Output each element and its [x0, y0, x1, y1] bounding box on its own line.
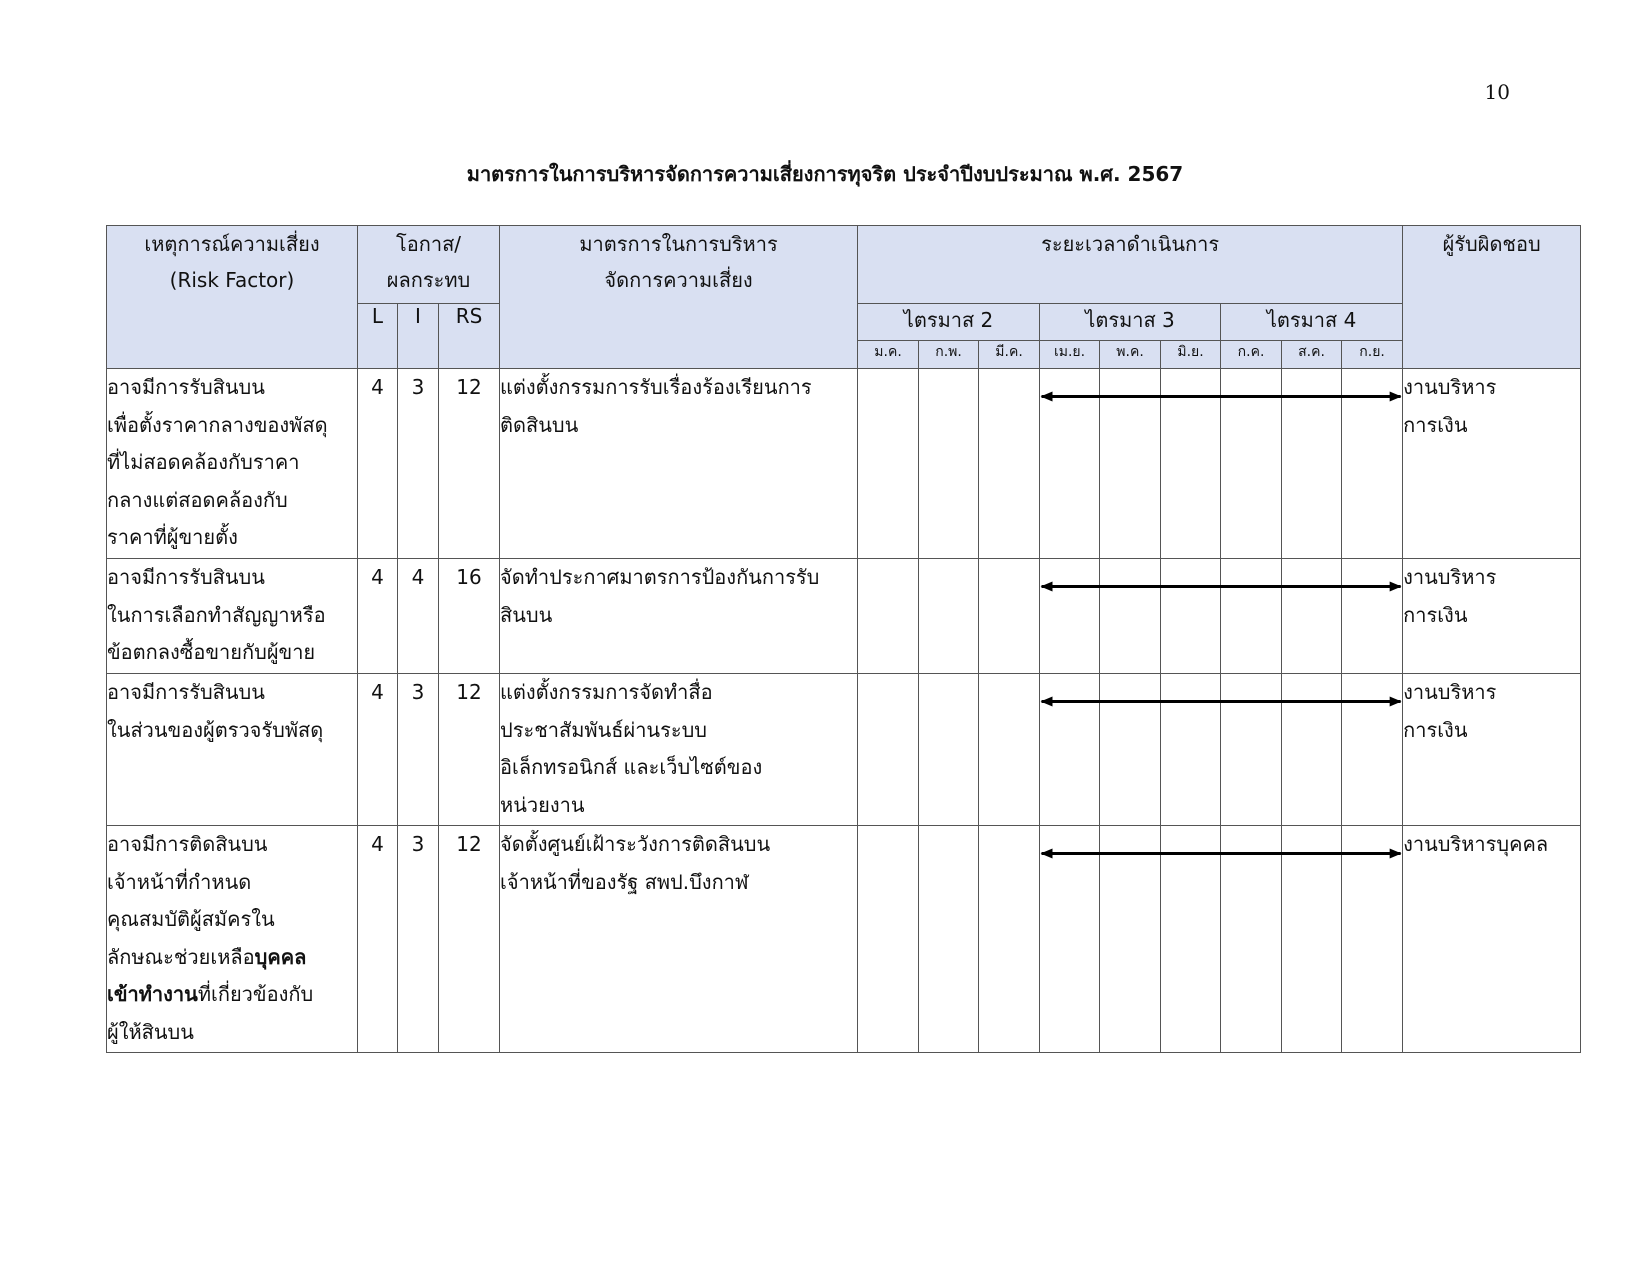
likelihood-cell: 4: [358, 559, 398, 674]
measure-line: อิเล็กทรอนิกส์ และเว็บไซต์ของ: [500, 755, 763, 779]
month-cell: [919, 369, 979, 559]
month-cell: [1282, 674, 1342, 826]
month-cell: [919, 826, 979, 1053]
header-month: ส.ค.: [1282, 341, 1342, 369]
month-cell: [858, 826, 919, 1053]
table-row: [107, 826, 1581, 1053]
measure-line: เจ้าหน้าที่ของรัฐ สพป.บึงกาฬ: [500, 869, 749, 894]
month-cell: [1161, 369, 1221, 559]
risk-line: ในการเลือกทำสัญญาหรือ: [107, 602, 326, 627]
measure-cell: [500, 826, 858, 1053]
month-cell: [1161, 559, 1221, 674]
month-cell: [979, 369, 1040, 559]
header-risk-event: [107, 226, 358, 369]
month-cell: [858, 559, 919, 674]
risk-event-cell: [107, 559, 358, 674]
responsible-line: งานบริหารบุคคล: [1403, 832, 1549, 856]
header-quarter-3: ไตรมาส 3: [1040, 304, 1221, 341]
risk-line: ข้อตกลงซื้อขายกับผู้ขาย: [107, 640, 316, 664]
header-measure-line1: มาตรการในการบริหาร: [579, 232, 778, 256]
measure-cell: [500, 674, 858, 826]
month-cell: [1221, 826, 1282, 1053]
month-cell: [1161, 826, 1221, 1053]
responsible-line: งานบริหาร: [1403, 375, 1497, 399]
month-cell: [1282, 369, 1342, 559]
month-cell: [1040, 826, 1100, 1053]
table-row: [107, 559, 1581, 674]
likelihood-cell: 4: [358, 369, 398, 559]
header-risk-event-line2: (Risk Factor): [169, 268, 295, 292]
header-month: มี.ค.: [979, 341, 1040, 369]
impact-cell: 3: [398, 674, 439, 826]
responsible-cell: [1403, 674, 1581, 826]
header-measure: [500, 226, 858, 369]
risk-line: อาจมีการรับสินบน: [107, 565, 265, 589]
header-month: มิ.ย.: [1161, 341, 1221, 369]
month-cell: [1100, 826, 1161, 1053]
risk-line: ที่ไม่สอดคล้องกับราคา: [107, 450, 300, 474]
risk-line: คุณสมบัติผู้สมัครใน: [107, 907, 275, 931]
header-rs: RS: [439, 304, 500, 369]
risk-line: เจ้าหน้าที่กำหนด: [107, 869, 252, 894]
risk-line: ราคาที่ผู้ขายตั้ง: [107, 525, 238, 549]
measure-line: จัดตั้งศูนย์เฝ้าระวังการติดสินบน: [500, 832, 771, 856]
responsible-line: งานบริหาร: [1403, 565, 1497, 589]
month-cell: [1040, 674, 1100, 826]
measure-line: แต่งตั้งกรรมการจัดทำสื่อ: [500, 680, 713, 704]
risk-text-bold: เข้าทำงาน: [107, 982, 198, 1006]
measure-line: จัดทำประกาศมาตรการป้องกันการรับ: [500, 565, 820, 589]
risk-text-normal: ที่เกี่ยวข้องกับ: [197, 982, 314, 1006]
responsible-cell: [1403, 559, 1581, 674]
month-cell: [1282, 826, 1342, 1053]
month-cell: [1040, 369, 1100, 559]
header-month: ก.ค.: [1221, 341, 1282, 369]
month-cell: [1100, 674, 1161, 826]
responsible-cell: [1403, 826, 1581, 1053]
measure-line: ติดสินบน: [500, 412, 579, 437]
measure-line: แต่งตั้งกรรมการรับเรื่องร้องเรียนการ: [500, 375, 812, 399]
header-likelihood-impact: [358, 226, 500, 304]
header-quarter-4: ไตรมาส 4: [1221, 304, 1403, 341]
measure-line: สินบน: [500, 602, 553, 627]
risk-line: อาจมีการรับสินบน: [107, 680, 265, 704]
responsible-line: การเงิน: [1403, 717, 1468, 742]
header-month: ก.พ.: [919, 341, 979, 369]
header-likelihood-impact-line1: โอกาส/: [395, 232, 462, 256]
risk-score-cell: 12: [439, 826, 500, 1053]
document-title: มาตรการในการบริหารจัดการความเสี่ยงการทุจริต ประจำปีงบประมาณ พ.ศ. 2567: [466, 162, 1184, 186]
month-cell: [1342, 826, 1403, 1053]
header-likelihood-impact-line2: ผลกระทบ: [386, 268, 471, 292]
risk-measures-table: [106, 225, 1581, 1053]
responsible-line: งานบริหาร: [1403, 680, 1497, 704]
header-month: ม.ค.: [858, 341, 919, 369]
table-row: [107, 369, 1581, 559]
header-i: I: [398, 304, 439, 369]
month-cell: [1161, 674, 1221, 826]
header-month: พ.ค.: [1100, 341, 1161, 369]
month-cell: [979, 559, 1040, 674]
month-cell: [919, 674, 979, 826]
risk-line: เพื่อตั้งราคากลางของพัสดุ: [107, 412, 328, 437]
month-cell: [919, 559, 979, 674]
month-cell: [1342, 559, 1403, 674]
likelihood-cell: 4: [358, 674, 398, 826]
impact-cell: 4: [398, 559, 439, 674]
risk-line: [107, 976, 357, 1014]
month-cell: [1100, 559, 1161, 674]
header-risk-event-line1: เหตุการณ์ความเสี่ยง: [144, 232, 320, 256]
month-cell: [858, 369, 919, 559]
header-responsible: ผู้รับผิดชอบ: [1403, 226, 1581, 369]
header-quarter-2: ไตรมาส 2: [858, 304, 1040, 341]
risk-event-cell: [107, 826, 358, 1053]
header-l: L: [358, 304, 398, 369]
page-number: 10: [1484, 80, 1510, 104]
measure-line: หน่วยงาน: [500, 792, 585, 817]
month-cell: [1342, 674, 1403, 826]
risk-line: อาจมีการรับสินบน: [107, 375, 265, 399]
month-cell: [1342, 369, 1403, 559]
month-cell: [1100, 369, 1161, 559]
header-month: เม.ย.: [1040, 341, 1100, 369]
risk-line: ในส่วนของผู้ตรวจรับพัสดุ: [107, 717, 324, 742]
risk-text-bold: บุคคล: [254, 944, 307, 969]
responsible-line: การเงิน: [1403, 602, 1468, 627]
risk-line: อาจมีการติดสินบน: [107, 832, 268, 856]
measure-line: ประชาสัมพันธ์ผ่านระบบ: [500, 717, 707, 742]
measure-cell: [500, 559, 858, 674]
risk-score-cell: 12: [439, 674, 500, 826]
risk-event-cell: [107, 369, 358, 559]
month-cell: [1221, 559, 1282, 674]
month-cell: [1282, 559, 1342, 674]
likelihood-cell: 4: [358, 826, 398, 1053]
table-row: [107, 674, 1581, 826]
risk-score-cell: 12: [439, 369, 500, 559]
header-period: ระยะเวลาดำเนินการ: [858, 226, 1403, 304]
month-cell: [979, 674, 1040, 826]
header-measure-line2: จัดการความเสี่ยง: [604, 268, 753, 292]
month-cell: [858, 674, 919, 826]
risk-text-normal: ลักษณะช่วยเหลือ: [107, 944, 255, 969]
risk-score-cell: 16: [439, 559, 500, 674]
month-cell: [1040, 559, 1100, 674]
responsible-cell: [1403, 369, 1581, 559]
header-month: ก.ย.: [1342, 341, 1403, 369]
month-cell: [1221, 369, 1282, 559]
measure-cell: [500, 369, 858, 559]
month-cell: [979, 826, 1040, 1053]
risk-line: [107, 939, 357, 977]
responsible-line: การเงิน: [1403, 412, 1468, 437]
risk-line: ผู้ให้สินบน: [107, 1019, 194, 1044]
risk-event-cell: [107, 674, 358, 826]
impact-cell: 3: [398, 369, 439, 559]
risk-line: กลางแต่สอดคล้องกับ: [107, 487, 288, 512]
impact-cell: 3: [398, 826, 439, 1053]
month-cell: [1221, 674, 1282, 826]
